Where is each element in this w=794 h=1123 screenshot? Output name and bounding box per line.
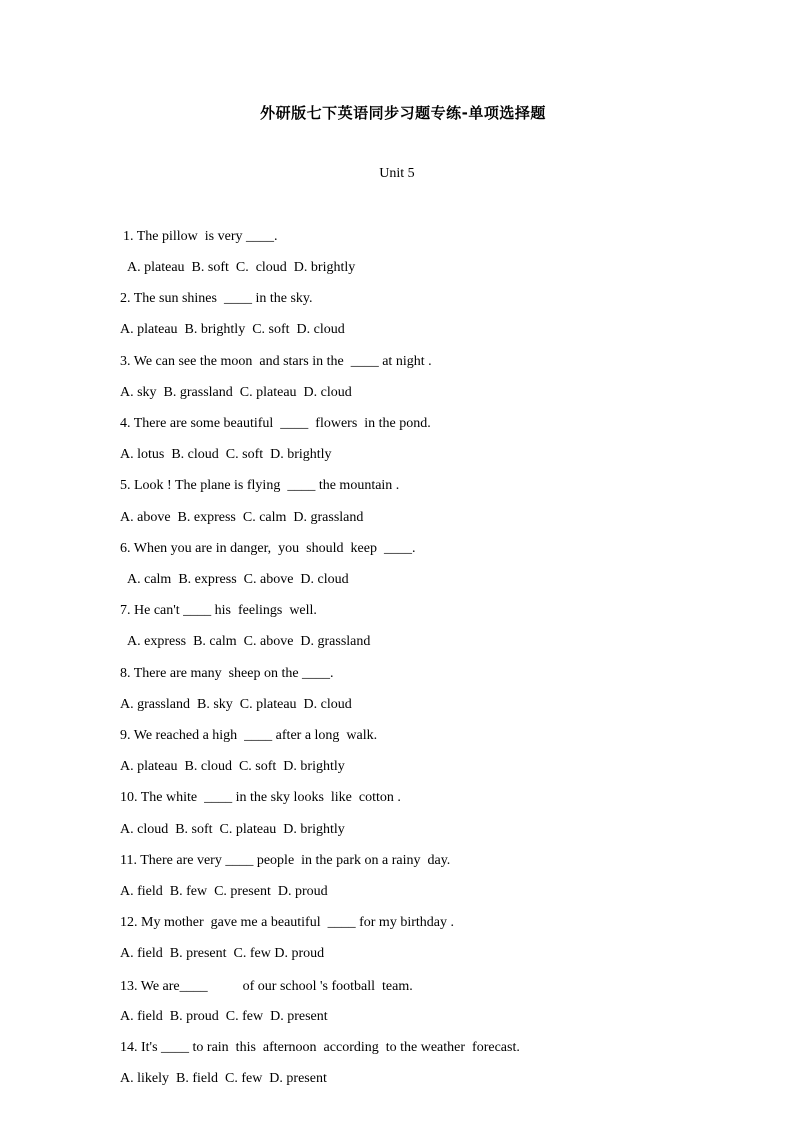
question-text: 11. There are very ____ people in the park on a rainy day. [120,853,451,868]
question-options: A. cloud B. soft C. plateau D. brightly [120,822,345,837]
question-text: 6. When you are in danger, you should keep ____. [120,541,416,556]
question-text: 7. He can't ____ his feelings well. [120,603,317,618]
question-options: A. above B. express C. calm D. grassland [120,510,364,525]
question-text: 5. Look ! The plane is flying ____ the mountain . [120,478,400,493]
unit-heading: Unit 5 [379,166,415,181]
question-options: A. plateau B. brightly C. soft D. cloud [120,322,345,337]
question-options: A. plateau B. soft C. cloud D. brightly [127,260,356,275]
question-options: A. field B. proud C. few D. present [120,1009,328,1024]
question-text: 8. There are many sheep on the ____. [120,666,334,681]
question-options: A. field B. few C. present D. proud [120,884,328,899]
question-text: 12. My mother gave me a beautiful ____ for my birthday . [120,915,454,930]
question-options: A. lotus B. cloud C. soft D. brightly [120,447,332,462]
question-options: A. likely B. field C. few D. present [120,1071,327,1086]
question-text: 4. There are some beautiful ____ flowers in the pond. [120,416,431,431]
question-text: 1. The pillow is very ____. [123,229,278,244]
question-options: A. express B. calm C. above D. grassland [127,634,371,649]
question-options: A. grassland B. sky C. plateau D. cloud [120,697,352,712]
question-text: 2. The sun shines ____ in the sky. [120,291,313,306]
question-text: 9. We reached a high ____ after a long walk. [120,728,378,743]
question-options: A. calm B. express C. above D. cloud [127,572,349,587]
question-text: 13. We are____ of our school 's football team. [120,979,413,994]
document-title: 外研版七下英语同步习题专练-单项选择题 [260,104,546,122]
question-options: A. plateau B. cloud C. soft D. brightly [120,759,345,774]
question-text: 3. We can see the moon and stars in the ____ at night . [120,354,432,369]
question-text: 14. It's ____ to rain this afternoon according to the weather forecast. [120,1040,520,1055]
question-options: A. field B. present C. few D. proud [120,946,325,961]
question-options: A. sky B. grassland C. plateau D. cloud [120,385,352,400]
question-text: 10. The white ____ in the sky looks like cotton . [120,790,401,805]
